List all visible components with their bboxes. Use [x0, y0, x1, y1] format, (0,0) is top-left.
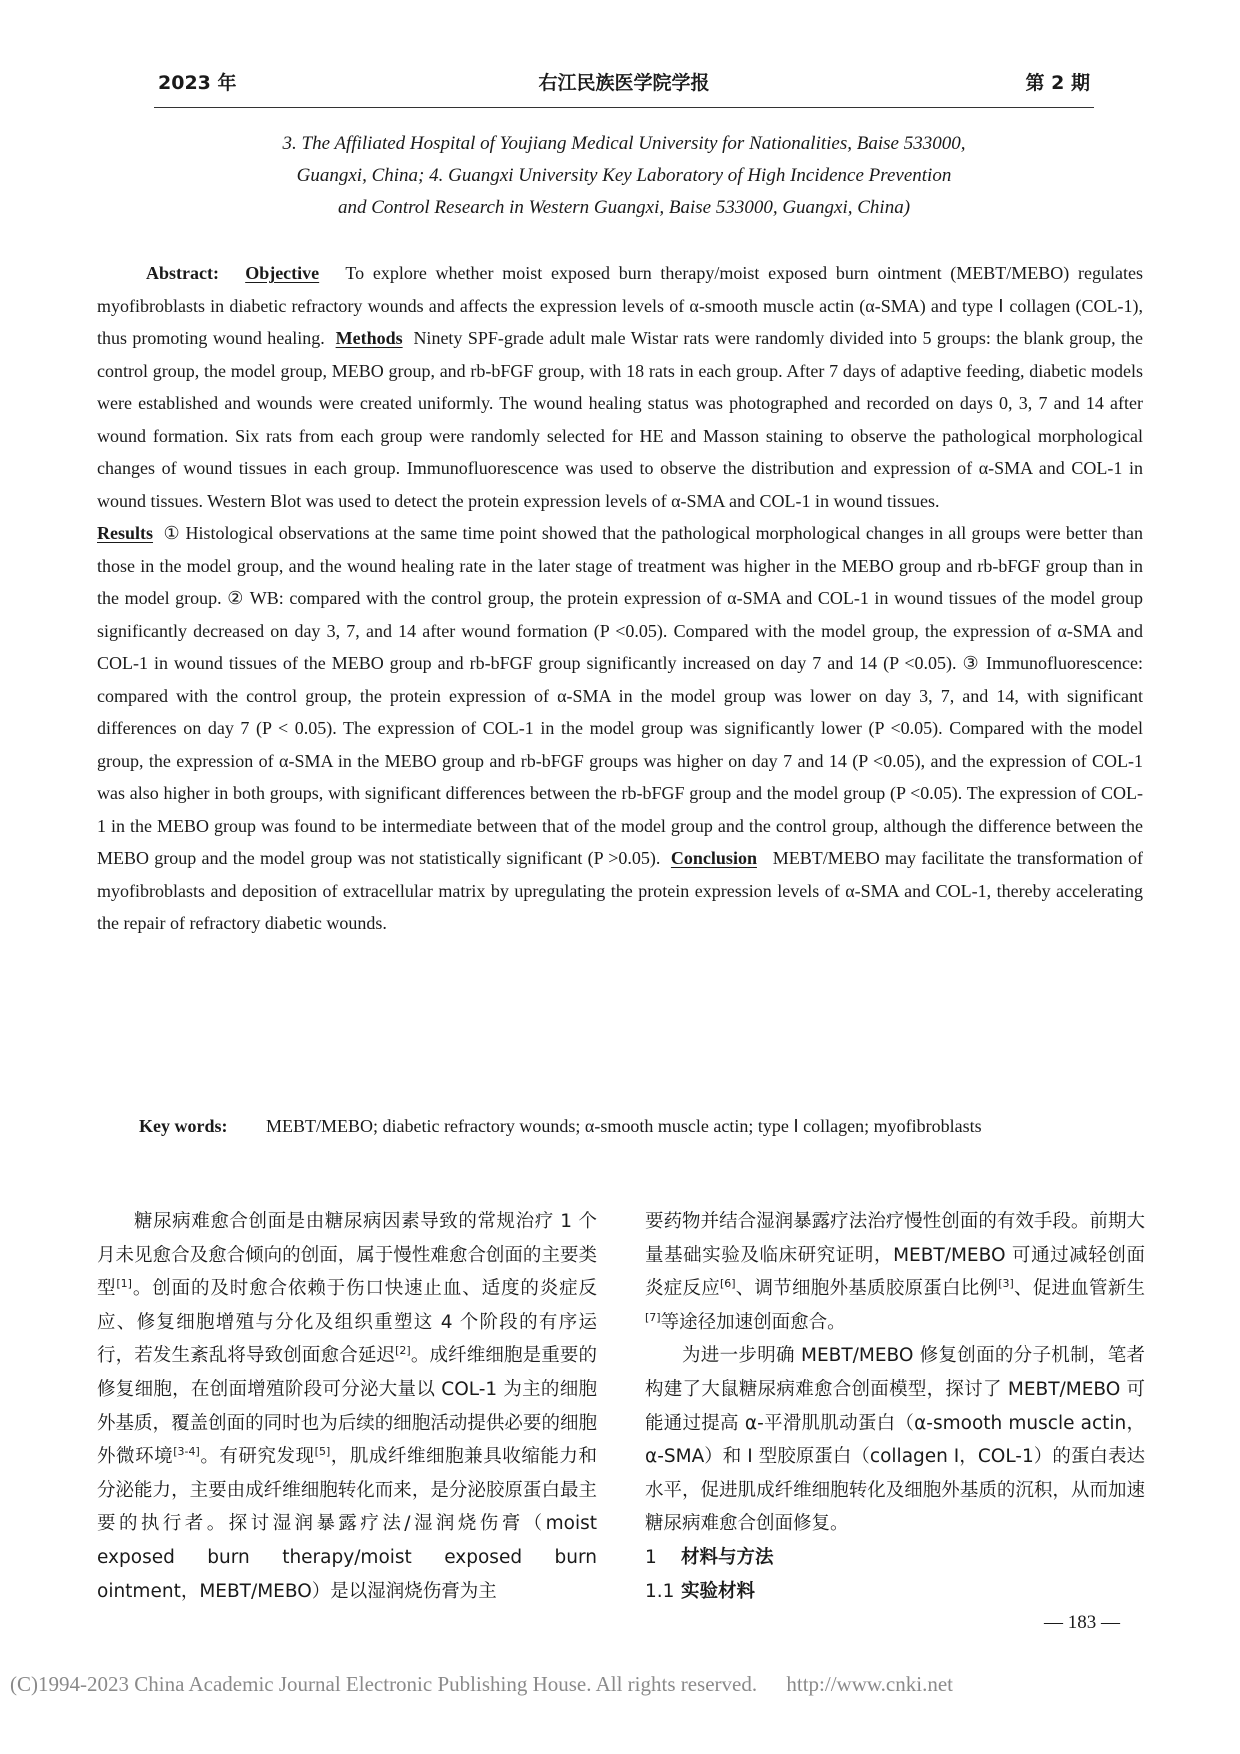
affiliation-line: Guangxi, China; 4. Guangxi University Key Laboratory of High Incidence Prevention: [296, 165, 952, 186]
body-text: 。创面的及时愈合依赖于伤口快速止血、适度的炎症反应、修复细胞增殖与分化及组织重塑这 4 个阶段的有序运行，若发生紊乱将导致创面愈合延迟: [97, 1278, 597, 1367]
abstract-label: Abstract:: [146, 263, 219, 283]
section-title: 材料与方法: [681, 1546, 774, 1568]
body-paragraph: 为进一步明确 MEBT/MEBO 修复创面的分子机制，笔者构建了大鼠糖尿病难愈合创面模型，探讨了 MEBT/MEBO 可能通过提高 α-平滑肌肌动蛋白（α-smooth muscle actin，α-SMA）和 Ⅰ 型胶原蛋白（collagen Ⅰ，COL-1）的蛋白表达水平，促进肌成纤维细胞转化及细胞外基质的沉积，从而加速糖尿病难愈合创面修复。: [645, 1345, 1145, 1535]
body-paragraph-continued: [645, 1205, 1145, 1339]
header-issue: 第 2 期: [1025, 72, 1090, 94]
methods-text: Ninety SPF-grade adult male Wistar rats were randomly divided into 5 groups: the blank group, the control group, the model group, MEBO group, and rb-bFGF group, with 18 rats in each group. After 7 days of adaptive feeding, diabetic models were established and wounds were created uniformly. The wound healing status was photographed and recorded on days 0, 3, 7 and 14 after wound formation. Six rats from each group were randomly selected for HE and Masson staining to observe the pathological morphological changes of wound tissues in each group. Immunofluorescence was used to observe the distribution and expression of α-SMA and COL-1 in wound tissues. Western Blot was used to detect the protein expression levels of α-SMA and COL-1 in wound tissues.: [97, 328, 1144, 511]
body-text: 糖尿病难愈合创面是由糖尿病因素导致的常规治疗 1 个月未见愈合及愈合倾向的创面，属于慢性难愈合创面的主要类型: [97, 1211, 597, 1300]
header-rule: [154, 107, 1094, 108]
copyright-footer: [10, 1672, 1240, 1697]
affiliation-line: 3. The Affiliated Hospital of Youjiang Medical University for Nationalities, Baise 533000,: [282, 133, 966, 154]
section-number: 1.1: [645, 1580, 675, 1602]
results-text: ① Histological observations at the same time point showed that the pathological morphological changes in all groups were better than those in the model group, and the wound healing rate in the later stage of treatment was higher in the MEBO group and rb-bFGF group than in the model group. ② WB: compared with the control group, the protein expression of α-SMA and COL-1 in wound tissues of the model group significantly decreased on day 3, 7, and 14 after wound formation (P <0.05). Compared with the model group, the expression of α-SMA and COL-1 in wound tissues of the MEBO group and rb-bFGF group significantly increased on day 7 and 14 (P <0.05). ③ Immunofluorescence: compared with the control group, the protein expression of α-SMA in the model group was lower on day 3, 7, and 14, with significant differences on day 7 (P < 0.05). The expression of COL-1 in the model group was significantly lower (P <0.05). Compared with the model group, the expression of α-SMA in the MEBO group and rb-bFGF groups was higher on day 7 and 14 (P <0.05), and the expression of COL-1 was also higher in both groups, with significant differences between the rb-bFGF group and the model group (P <0.05). The expression of COL-1 in the MEBO group was found to be intermediate between that of the model group and the control group, although the difference between the MEBO group and the model group was not statistically significant (P >0.05).: [97, 523, 1144, 868]
header-journal-title: 右江民族医学院学报: [538, 72, 710, 94]
affiliations: [154, 128, 1094, 224]
conclusion-text: MEBT/MEBO may facilitate the transformation of myofibroblasts and deposition of extracellular matrix by upregulating the protein expression levels of α-SMA and COL-1, thereby accelerating the repair of refractory diabetic wounds.: [97, 848, 1144, 933]
objective-label: Objective: [245, 263, 320, 283]
keywords-label: Key words:: [139, 1116, 228, 1136]
body-text: 。成纤维细胞是重要的修复细胞，在创面增殖阶段可分泌大量以 COL-1 为主的细胞外基质，覆盖创面的同时也为后续的细胞活动提供必要的细胞外微环境: [97, 1345, 597, 1468]
results-label: Results: [97, 523, 154, 543]
methods-label: Methods: [335, 328, 403, 348]
body-text: ，肌成纤维细胞兼具收缩能力和分泌能力，主要由成纤维细胞转化而来，是分泌胶原蛋白最主要的执行者。探讨湿润暴露疗法/湿润烧伤膏（moist exposed burn therapy/moist exposed burn ointment，MEBT/MEBO）是以湿润烧伤膏为主: [97, 1446, 597, 1602]
running-header: [154, 62, 1094, 108]
citation: [6]: [719, 1277, 736, 1291]
header-year: 2023 年: [158, 72, 237, 94]
abstract-paragraph: [97, 257, 1143, 940]
body-text: 。有研究发现: [199, 1446, 315, 1468]
citation: [3]: [998, 1277, 1014, 1291]
body-text: 、促进血管新生: [1013, 1278, 1145, 1300]
keywords: [139, 1110, 1143, 1142]
body-column-right: [645, 1205, 1145, 1608]
body-text: 、调节细胞外基质胶原蛋白比例: [735, 1278, 999, 1300]
body-paragraph: [97, 1205, 597, 1608]
citation: [5]: [314, 1445, 331, 1458]
body-column-left: [97, 1205, 597, 1608]
copyright-text: (C)1994-2023 China Academic Journal Electronic Publishing House. All rights reserved.: [10, 1672, 758, 1696]
citation: [7]: [645, 1310, 661, 1324]
section-title: 实验材料: [681, 1580, 756, 1602]
conclusion-label: Conclusion: [670, 848, 757, 868]
keywords-text: MEBT/MEBO; diabetic refractory wounds; α-smooth muscle actin; type Ⅰ collagen; myofibroblasts: [266, 1116, 982, 1136]
citation: [1]: [116, 1277, 132, 1291]
section-heading-1: [645, 1541, 1145, 1575]
body-text: 要药物并结合湿润暴露疗法治疗慢性创面的有效手段。前期大量基础实验及临床研究证明，MEBT/MEBO 可通过减轻创面炎症反应: [645, 1211, 1145, 1300]
section-heading-1-1: [645, 1575, 1145, 1609]
objective-text: To explore whether moist exposed burn therapy/moist exposed burn ointment (MEBT/MEBO) regulates myofibroblasts in diabetic refractory wounds and affects the expression levels of α-smooth muscle actin (α-SMA) and type Ⅰ collagen (COL-1), thus promoting wound healing.: [97, 263, 1144, 348]
citation: [2]: [395, 1344, 411, 1358]
body-text: 等途径加速创面愈合。: [660, 1311, 846, 1333]
section-number: 1: [645, 1546, 657, 1568]
citation: [3-4]: [173, 1445, 200, 1458]
page-number: — 183 —: [1044, 1612, 1120, 1633]
footer-url[interactable]: http://www.cnki.net: [786, 1672, 953, 1696]
english-abstract: [97, 257, 1143, 940]
affiliation-line: and Control Research in Western Guangxi, Baise 533000, Guangxi, China): [337, 197, 911, 218]
